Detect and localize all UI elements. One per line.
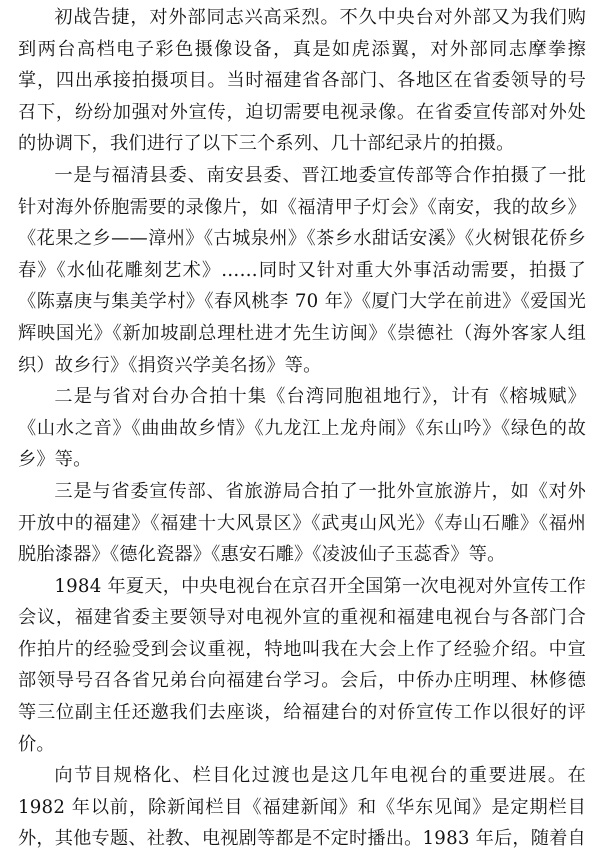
- paragraph: 初战告捷，对外部同志兴高采烈。不久中央台对外部又为我们购到两台高档电子彩色摄像设备，真是如虎添翼，对外部同志摩拳擦掌，四出承接拍摄项目。当时福建省各部门、各地区在省委领导的号召下，纷纷加强对外宣传，迫切需要电视录像。在省委宣传部对外处的协调下，我们进行了以下三个系列、几十部纪录片的拍摄。: [18, 7, 586, 155]
- paragraph: 二是与省对台办合拍十集《台湾同胞祖地行》，计有《榕城赋》《山水之音》《曲曲故乡情》《九龙江上龙舟闹》《东山吟》《绿色的故乡》等。: [18, 386, 586, 471]
- paragraph: 三是与省委宣传部、省旅游局合拍了一批外宣旅游片，如《对外开放中的福建》《福建十大风景区》《武夷山风光》《寿山石雕》《福州脱胎漆器》《德化瓷器》《惠安石雕》《凌波仙子玉蕊香》等。: [18, 480, 586, 566]
- paragraph: 一是与福清县委、南安县委、晋江地委宣传部等合作拍摄了一批针对海外侨胞需要的录像片，如《福清甲子灯会》《南安，我的故乡》《花果之乡——漳州》《古城泉州》《茶乡水甜话安溪》《火树银花侨乡春》《水仙花雕刻艺术》……同时又针对重大外事活动需要，拍摄了《陈嘉庚与集美学村》《春风桃李 70 年》《厦门大学在前进》《爱国光辉映国光》《新加坡副总理杜进才先生访闽》《崇德社（海外客家人组织）故乡行》《捐资兴学美名扬》等。: [18, 164, 586, 376]
- paragraph: 向节目规格化、栏目化过渡也是这几年电视台的重要进展。在 1982 年以前，除新闻栏目《福建新闻》和《华东见闻》是定期栏目外，其他专题、社教、电视剧等都是不定时播出。1983 年后，随着自: [18, 765, 586, 850]
- paragraph: 1984 年夏天，中央电视台在京召开全国第一次电视对外宣传工作会议，福建省委主要领导对电视外宣的重视和福建电视台与各部门合作拍片的经验受到会议重视，特地叫我在大会上作了经验介绍。中宣部领导号召各省兄弟台向福建台学习。会后，中侨办庄明理、林修德等三位副主任还邀我们去座谈，给福建台的对侨宣传工作以很好的评价。: [18, 575, 586, 755]
